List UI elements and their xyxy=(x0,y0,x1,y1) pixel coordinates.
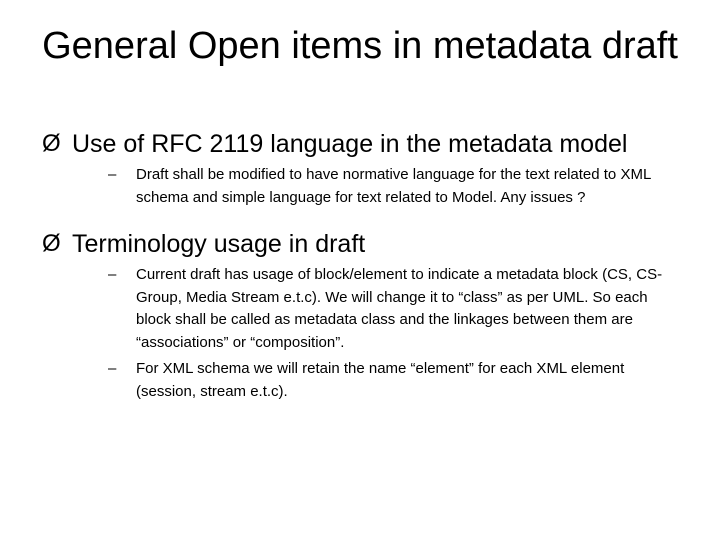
sub-bullet-text: For XML schema we will retain the name “element” for each XML element (session, stream e.t.c). xyxy=(136,360,625,400)
bullet-item-rfc2119 xyxy=(36,128,684,209)
bullet-text: Terminology usage in draft xyxy=(72,230,366,258)
sub-bullet-text: Draft shall be modified to have normative language for the text related to XML schema and simple language for text related to Model. Any issues ? xyxy=(136,166,651,206)
sub-bullet-item xyxy=(72,358,684,403)
spacer xyxy=(36,213,684,228)
dash-bullet-icon: – xyxy=(108,266,117,283)
slide-title: General Open items in metadata draft xyxy=(42,25,678,67)
dash-bullet-icon: – xyxy=(108,360,117,377)
dash-bullet-icon: – xyxy=(108,166,117,183)
sub-bullet-list xyxy=(72,164,684,209)
sub-bullet-item xyxy=(72,164,684,209)
arrow-bullet-icon: Ø xyxy=(42,130,61,157)
bullet-item-terminology xyxy=(36,228,684,403)
sub-bullet-text: Current draft has usage of block/element to indicate a metadata block (CS, CS-Group, Media Stream e.t.c). We will change it to “class” as per UML. So each block shall be called as metadata class and the linkages between them are “associations” or “composition”. xyxy=(136,266,663,351)
arrow-bullet-icon: Ø xyxy=(42,230,61,257)
bullet-list xyxy=(36,128,684,407)
bullet-text: Use of RFC 2119 language in the metadata model xyxy=(72,130,628,158)
sub-bullet-item xyxy=(72,264,684,354)
sub-bullet-list xyxy=(72,264,684,403)
